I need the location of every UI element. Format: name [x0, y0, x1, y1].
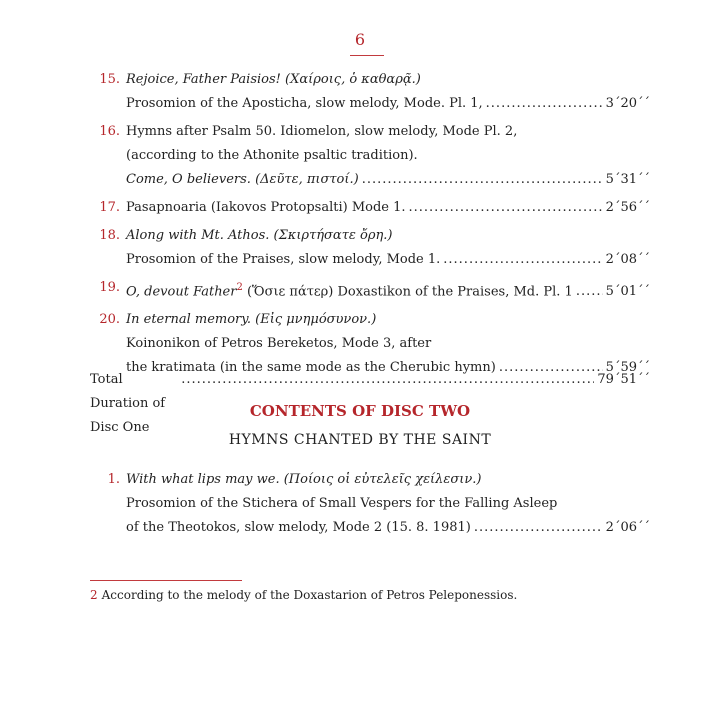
track-line	[126, 68, 650, 92]
track-entry	[0, 468, 720, 540]
footnote-reference: 2	[236, 282, 243, 293]
text-run: With what lips may we.	[126, 472, 280, 487]
text-run: (Ποίοις οἱ εὐτελεῖς χείλεσιν.)	[279, 472, 482, 487]
track-entry	[0, 196, 720, 220]
track-line	[126, 144, 650, 168]
track-number: 18.	[99, 228, 120, 243]
text-run: Prosomion of the Praises, slow melody, Mode 1.	[126, 252, 441, 267]
track-line	[126, 168, 650, 192]
text-run: (Σκιρτήσατε ὄρη.)	[269, 228, 393, 243]
track-text	[126, 120, 517, 144]
disc-two-track-list	[0, 468, 720, 544]
track-line	[126, 468, 650, 492]
track-line	[126, 248, 650, 272]
text-run: (Εἰς μνημόσυνον.)	[251, 312, 377, 328]
track-number: 20.	[99, 312, 120, 328]
track-line	[126, 332, 650, 356]
track-entry	[0, 276, 720, 304]
track-line	[126, 492, 650, 516]
track-entry	[0, 224, 720, 272]
track-text	[126, 492, 557, 516]
track-text	[126, 332, 431, 356]
disc-two-title: CONTENTS OF DISC TWO	[249, 402, 471, 420]
footnote	[90, 586, 517, 604]
track-text	[126, 248, 440, 272]
track-text	[126, 92, 483, 116]
text-run: (according to the Athonite psaltic tradition).	[126, 148, 418, 163]
track-duration: 3΄20΄΄	[605, 96, 650, 111]
track-text	[126, 196, 406, 220]
text-run: Prosomion of the Stichera of Small Vespers for the Falling Asleep	[126, 496, 558, 511]
track-duration: 2΄56΄΄	[605, 200, 650, 215]
text-run: Hymns after Psalm 50. Idiomelon, slow melody, Mode Pl. 2,	[126, 124, 518, 139]
track-text	[126, 308, 376, 332]
text-run: the kratimata (in the same mode as the Cherubic hymn)	[126, 360, 496, 376]
disc-two-subtitle: HYMNS CHANTED BY THE SAINT	[228, 432, 492, 448]
disc-one-track-list	[0, 68, 720, 384]
track-text	[126, 224, 392, 248]
text-run: Prosomion of the Aposticha, slow melody, Mode. Pl. 1,	[126, 96, 483, 111]
text-run: (Ὅσιε πάτερ) Doxastikon of the Praises, Md. Pl. 1	[242, 284, 573, 300]
track-duration: 5΄31΄΄	[605, 172, 650, 187]
leader-dots	[443, 248, 602, 272]
track-text	[126, 168, 359, 192]
track-line	[126, 308, 650, 332]
track-line	[126, 516, 650, 540]
text-run: In eternal memory.	[126, 312, 252, 328]
track-line	[126, 224, 650, 248]
footnote-text: According to the melody of the Doxastarion of Petros Peleponessios.	[101, 588, 518, 602]
track-duration: 2΄06΄΄	[605, 520, 650, 535]
track-duration: 5΄59΄΄	[605, 360, 650, 376]
text-run: (Χαίροις, ὁ καθαρᾷ.)	[280, 72, 421, 87]
track-text	[126, 276, 573, 304]
track-line	[126, 120, 650, 144]
text-run: Rejoice, Father Paisios!	[126, 72, 281, 87]
total-duration: 79΄51΄΄	[597, 372, 650, 387]
track-number: 1.	[107, 472, 120, 487]
leader-dots	[576, 280, 603, 304]
track-line	[126, 276, 650, 304]
text-run: Along with Mt. Athos.	[126, 228, 270, 243]
text-run: O, devout Father	[126, 284, 237, 300]
track-line	[126, 196, 650, 220]
text-run: Koinonikon of Petros Bereketos, Mode 3, after	[126, 336, 432, 352]
leader-dots	[409, 196, 603, 220]
track-text	[126, 144, 418, 168]
footnote-mark: 2	[90, 588, 98, 602]
leader-dots	[362, 168, 603, 192]
text-run: (Δεῦτε, πιστοί.)	[250, 172, 359, 187]
track-text	[126, 468, 481, 492]
text-run: Pasapnoaria (Iakovos Protopsalti) Mode 1.	[126, 200, 406, 215]
page-number: 6	[354, 30, 366, 49]
track-number: 15.	[99, 72, 120, 87]
track-text	[126, 68, 421, 92]
track-line	[126, 92, 650, 116]
track-duration: 5΄01΄΄	[605, 284, 650, 300]
total-label: Total Duration of Disc One	[90, 372, 166, 435]
track-number: 16.	[99, 124, 120, 139]
track-number: 19.	[99, 280, 120, 295]
text-run: of the Theotokos, slow melody, Mode 2 (15. 8. 1981)	[126, 520, 471, 535]
track-duration: 2΄08΄΄	[605, 252, 650, 267]
leader-dots	[486, 92, 603, 116]
page-number-rule	[350, 55, 384, 56]
text-run: Come, O believers.	[126, 172, 251, 187]
track-text	[126, 516, 471, 540]
leader-dots	[181, 368, 594, 392]
track-entry	[0, 68, 720, 116]
footnote-rule	[90, 580, 242, 581]
leader-dots	[474, 516, 603, 540]
track-number: 17.	[99, 200, 120, 215]
track-entry	[0, 120, 720, 192]
